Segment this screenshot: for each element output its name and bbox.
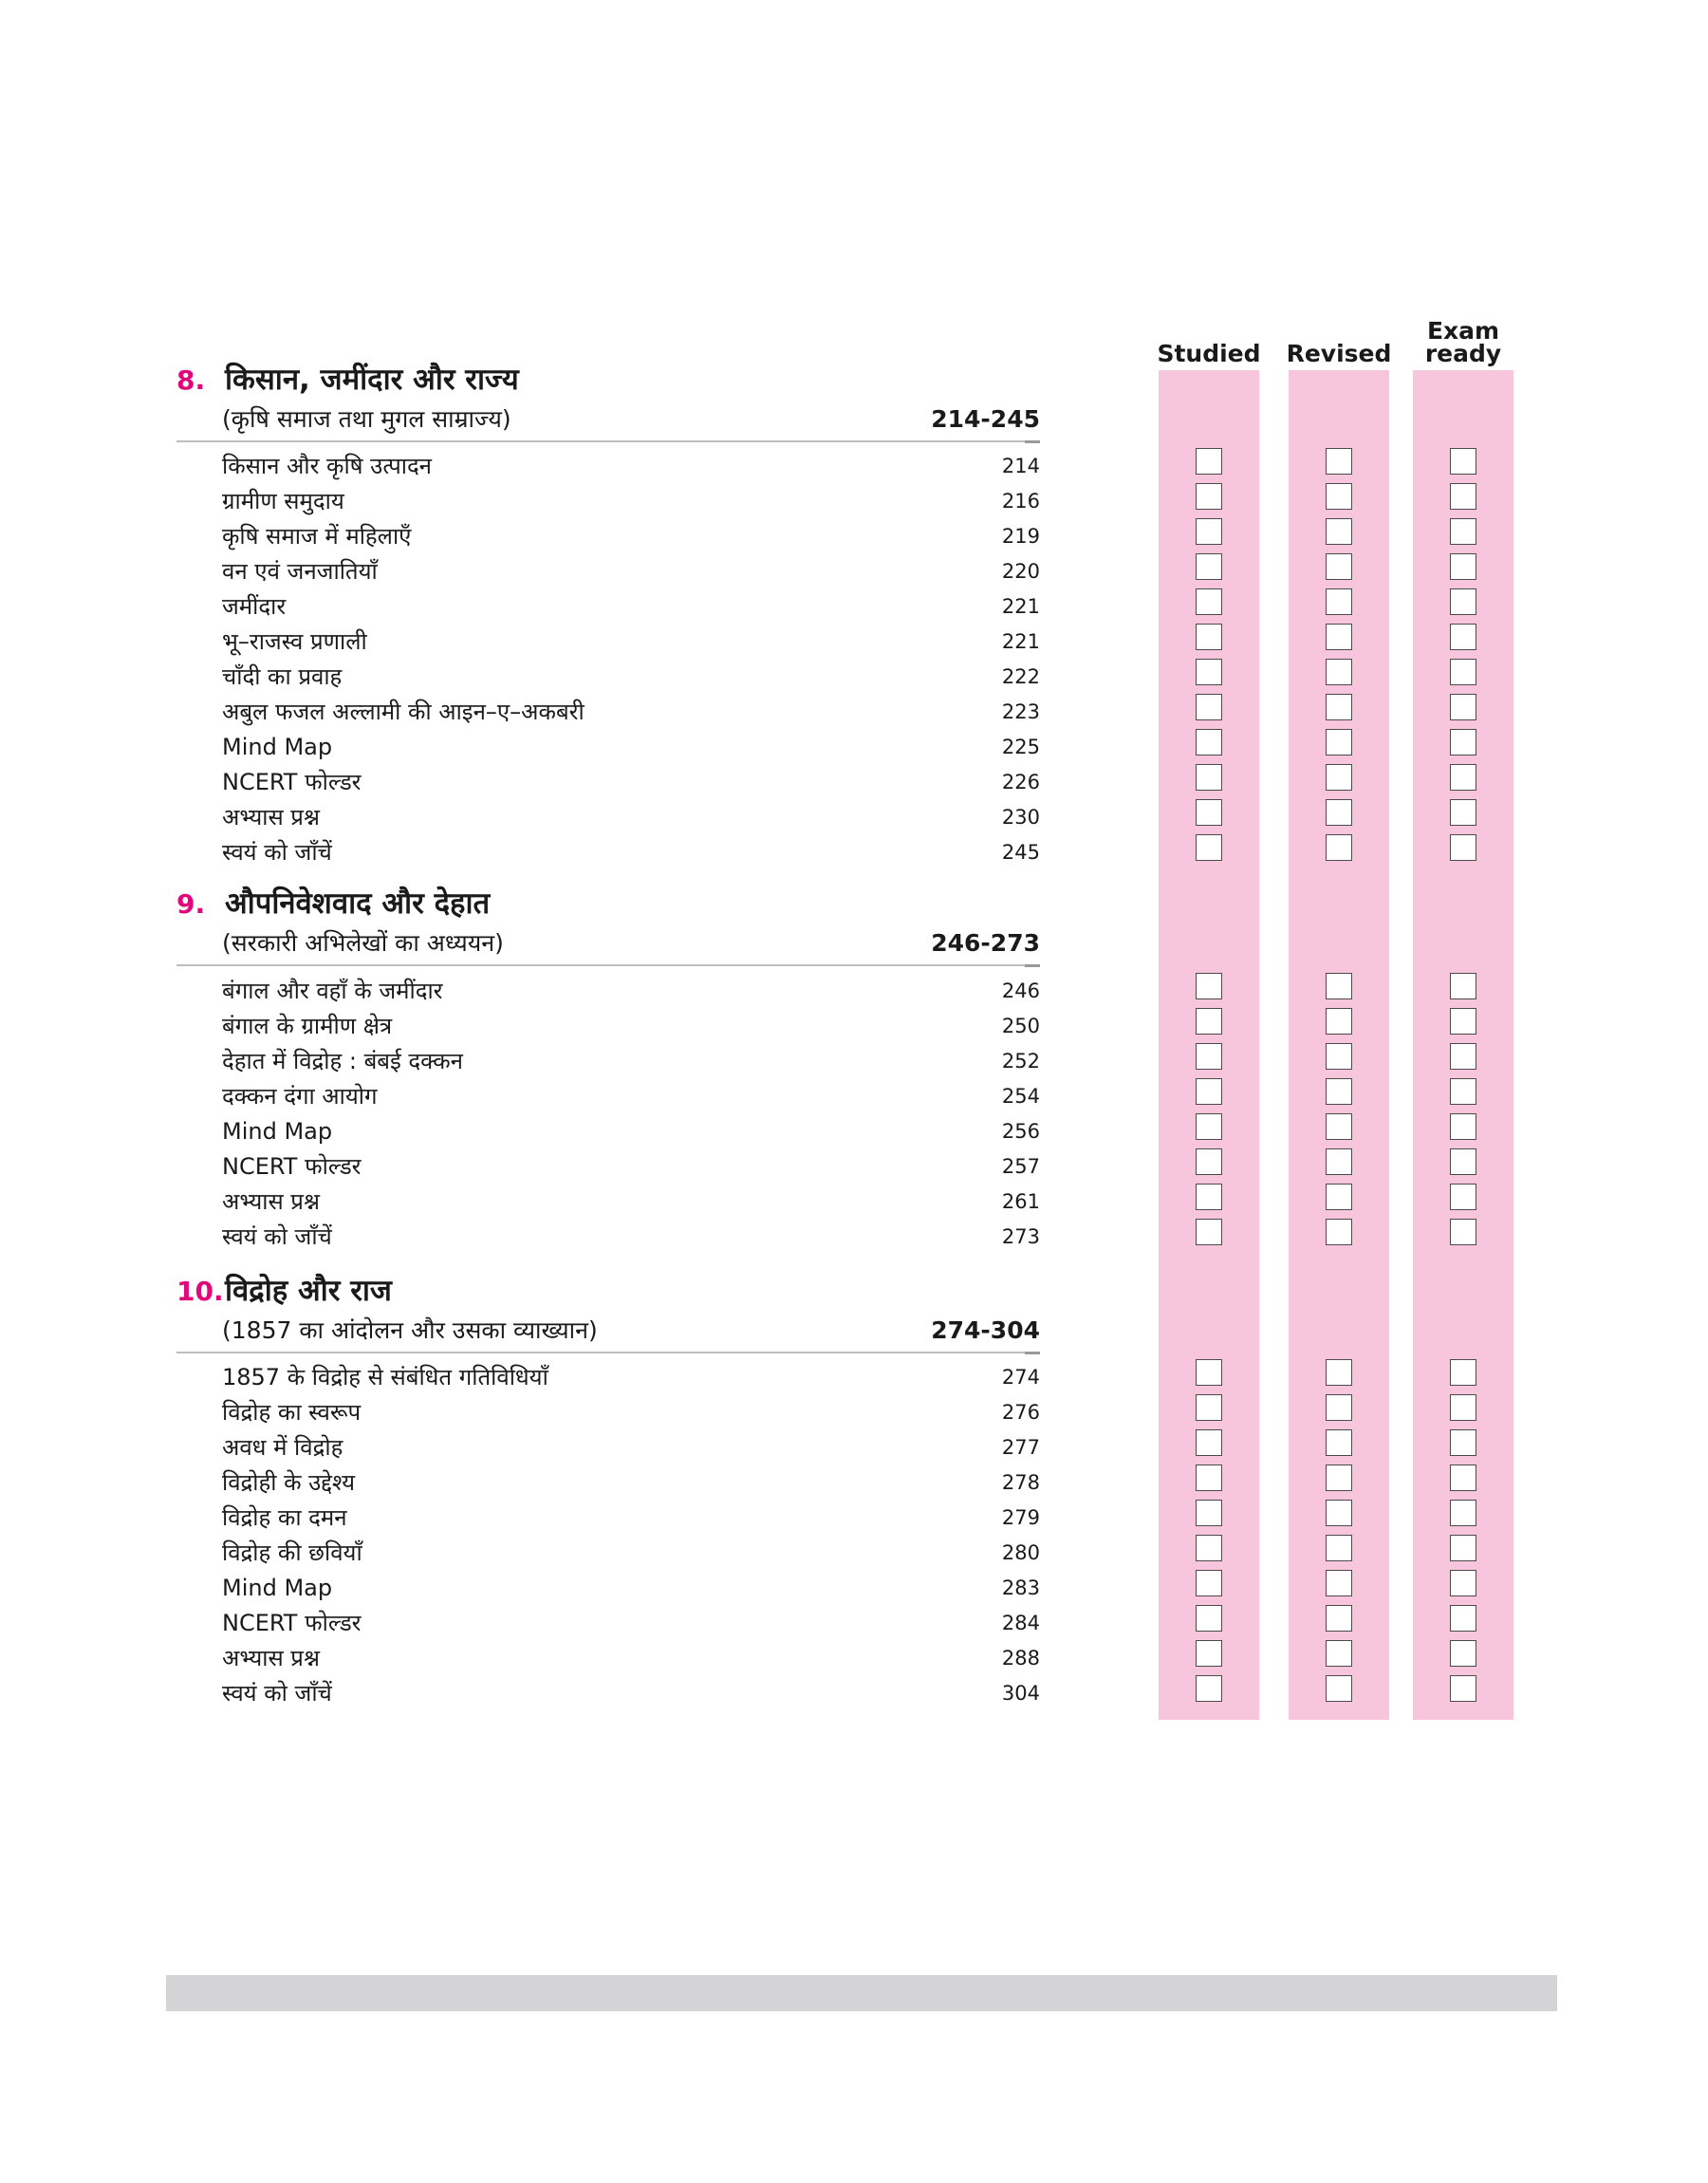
checkbox-studied[interactable] xyxy=(1196,799,1222,826)
checkbox-studied[interactable] xyxy=(1196,1640,1222,1667)
toc-item[interactable] xyxy=(222,1465,1040,1500)
checkbox-revised[interactable] xyxy=(1326,1184,1352,1210)
toc-item[interactable] xyxy=(222,799,1040,834)
chapter-heading xyxy=(176,883,1040,924)
toc-item-label: NCERT फोल्डर xyxy=(222,1153,362,1180)
checkbox-exam-ready[interactable] xyxy=(1450,1184,1476,1210)
checkbox-studied[interactable] xyxy=(1196,1535,1222,1561)
toc-item-label: Mind Map xyxy=(222,1117,333,1145)
checkbox-exam-ready[interactable] xyxy=(1450,659,1476,685)
toc-item-label: ग्रामीण समुदाय xyxy=(222,488,344,514)
checkbox-exam-ready[interactable] xyxy=(1450,1605,1476,1632)
toc-item-label: कृषि समाज में महिलाएँ xyxy=(222,523,412,550)
checkbox-exam-ready[interactable] xyxy=(1450,973,1476,999)
toc-item[interactable] xyxy=(222,1184,1040,1219)
toc-item[interactable] xyxy=(222,1605,1040,1640)
chapter-title: विद्रोह और राज xyxy=(225,1274,392,1308)
chapter-divider xyxy=(176,964,1040,966)
checkbox-studied[interactable] xyxy=(1196,448,1222,475)
checkbox-revised[interactable] xyxy=(1326,518,1352,545)
chapter-page-range: 214-245 xyxy=(931,404,1040,433)
toc-item[interactable] xyxy=(222,1113,1040,1148)
checkbox-exam-ready[interactable] xyxy=(1450,1359,1476,1386)
toc-item-page: 284 xyxy=(1001,1611,1040,1634)
chapter-subtitle-row xyxy=(222,924,1040,961)
column-header-revised: Revised xyxy=(1286,340,1392,367)
toc-item-page: 250 xyxy=(1001,1014,1040,1037)
toc-item-label: Mind Map xyxy=(222,733,333,760)
checkbox-exam-ready[interactable] xyxy=(1450,588,1476,615)
checkbox-exam-ready[interactable] xyxy=(1450,448,1476,475)
checkbox-studied[interactable] xyxy=(1196,1675,1222,1702)
checkbox-revised[interactable] xyxy=(1326,1570,1352,1596)
checkbox-studied[interactable] xyxy=(1196,1219,1222,1245)
checkbox-exam-ready[interactable] xyxy=(1450,1675,1476,1702)
toc-item-page: 279 xyxy=(1001,1505,1040,1529)
checkbox-studied[interactable] xyxy=(1196,518,1222,545)
toc-item-page: 252 xyxy=(1001,1049,1040,1073)
toc-item-label: NCERT फोल्डर xyxy=(222,769,362,795)
toc-item-label: 1857 के विद्रोह से संबंधित गतिविधियाँ xyxy=(222,1364,548,1390)
toc-item-label: जमींदार xyxy=(222,593,287,620)
checkbox-exam-ready[interactable] xyxy=(1450,799,1476,826)
toc-item-label: वन एवं जनजातियाँ xyxy=(222,558,378,585)
checkbox-studied[interactable] xyxy=(1196,1113,1222,1140)
toc-item-page: 246 xyxy=(1001,979,1040,1002)
toc-item-page: 221 xyxy=(1001,629,1040,653)
checkbox-studied[interactable] xyxy=(1196,483,1222,510)
column-header-exam-ready: Exam ready xyxy=(1424,317,1502,367)
toc-item[interactable] xyxy=(222,694,1040,729)
checkbox-revised[interactable] xyxy=(1326,834,1352,861)
checkbox-revised[interactable] xyxy=(1326,694,1352,720)
toc-item-page: 214 xyxy=(1001,454,1040,477)
toc-item[interactable] xyxy=(222,973,1040,1008)
toc-item[interactable] xyxy=(222,1429,1040,1465)
checkbox-revised[interactable] xyxy=(1326,1078,1352,1105)
toc-item-page: 216 xyxy=(1001,489,1040,513)
chapter-section xyxy=(176,359,1040,442)
toc-item[interactable] xyxy=(222,518,1040,553)
checkbox-exam-ready[interactable] xyxy=(1450,1570,1476,1596)
toc-item-page: 219 xyxy=(1001,524,1040,548)
toc-item-label: अभ्यास प्रश्न xyxy=(222,1188,320,1215)
toc-item-page: 304 xyxy=(1001,1681,1040,1705)
checkbox-exam-ready[interactable] xyxy=(1450,834,1476,861)
toc-item[interactable] xyxy=(222,1394,1040,1429)
divider-tick xyxy=(1025,1352,1040,1354)
toc-item[interactable] xyxy=(222,1043,1040,1078)
chapter-subtitle: (कृषि समाज तथा मुगल साम्राज्य) xyxy=(222,405,511,433)
checkbox-revised[interactable] xyxy=(1326,1535,1352,1561)
toc-item-page: 256 xyxy=(1001,1119,1040,1143)
chapter-subtitle: (सरकारी अभिलेखों का अध्ययन) xyxy=(222,929,504,957)
checkbox-revised[interactable] xyxy=(1326,553,1352,580)
checkbox-studied[interactable] xyxy=(1196,1570,1222,1596)
checkbox-revised[interactable] xyxy=(1326,1113,1352,1140)
checkbox-exam-ready[interactable] xyxy=(1450,624,1476,650)
checkbox-exam-ready[interactable] xyxy=(1450,1078,1476,1105)
checkbox-exam-ready[interactable] xyxy=(1450,1148,1476,1175)
toc-item[interactable] xyxy=(222,1570,1040,1605)
toc-item[interactable] xyxy=(222,729,1040,764)
toc-item[interactable] xyxy=(222,1535,1040,1570)
toc-item-label: भू–राजस्व प्रणाली xyxy=(222,628,367,655)
checkbox-studied[interactable] xyxy=(1196,624,1222,650)
toc-item-label: Mind Map xyxy=(222,1574,333,1601)
checkbox-exam-ready[interactable] xyxy=(1450,1008,1476,1035)
checkbox-studied[interactable] xyxy=(1196,834,1222,861)
toc-item[interactable] xyxy=(222,553,1040,588)
chapter-subtitle-row xyxy=(222,1312,1040,1348)
toc-item-page: 257 xyxy=(1001,1154,1040,1178)
toc-item-label: स्वयं को जाँचें xyxy=(222,1223,332,1250)
checkbox-revised[interactable] xyxy=(1326,659,1352,685)
toc-item-page: 223 xyxy=(1001,700,1040,723)
toc-item[interactable] xyxy=(222,624,1040,659)
chapter-number: 8. xyxy=(176,364,206,396)
checkbox-studied[interactable] xyxy=(1196,1359,1222,1386)
toc-item-label: विद्रोही के उद्देश्य xyxy=(222,1469,356,1496)
checkbox-studied[interactable] xyxy=(1196,1078,1222,1105)
checkbox-revised[interactable] xyxy=(1326,1429,1352,1456)
checkbox-revised[interactable] xyxy=(1326,448,1352,475)
checkbox-revised[interactable] xyxy=(1326,1148,1352,1175)
checkbox-exam-ready[interactable] xyxy=(1450,1500,1476,1526)
checkbox-exam-ready[interactable] xyxy=(1450,1394,1476,1421)
checkbox-revised[interactable] xyxy=(1326,1675,1352,1702)
toc-item-label: NCERT फोल्डर xyxy=(222,1610,362,1636)
toc-item-page: 245 xyxy=(1001,840,1040,864)
toc-item-page: 222 xyxy=(1001,664,1040,688)
toc-item[interactable] xyxy=(222,1078,1040,1113)
checkbox-exam-ready[interactable] xyxy=(1450,1043,1476,1070)
column-header-studied: Studied xyxy=(1157,340,1261,367)
toc-item[interactable] xyxy=(222,448,1040,483)
toc-item-page: 280 xyxy=(1001,1540,1040,1564)
checkbox-studied[interactable] xyxy=(1196,1148,1222,1175)
checkbox-revised[interactable] xyxy=(1326,588,1352,615)
toc-item-page: 283 xyxy=(1001,1576,1040,1599)
checkbox-studied[interactable] xyxy=(1196,553,1222,580)
toc-item-label: अभ्यास प्रश्न xyxy=(222,804,320,830)
toc-item-label: बंगाल के ग्रामीण क्षेत्र xyxy=(222,1013,393,1039)
divider-tick xyxy=(1025,964,1040,967)
checkbox-revised[interactable] xyxy=(1326,973,1352,999)
toc-item-label: विद्रोह का स्वरूप xyxy=(222,1399,362,1426)
toc-item-page: 230 xyxy=(1001,805,1040,829)
checkbox-exam-ready[interactable] xyxy=(1450,1113,1476,1140)
toc-item[interactable] xyxy=(222,834,1040,869)
toc-item[interactable] xyxy=(222,483,1040,518)
checkbox-revised[interactable] xyxy=(1326,1465,1352,1491)
toc-item[interactable] xyxy=(222,1359,1040,1394)
toc-item-page: 225 xyxy=(1001,735,1040,758)
toc-item-label: अबुल फजल अल्लामी की आइन–ए–अकबरी xyxy=(222,699,585,725)
checkbox-revised[interactable] xyxy=(1326,1640,1352,1667)
checkbox-studied[interactable] xyxy=(1196,1465,1222,1491)
toc-item-page: 221 xyxy=(1001,594,1040,618)
chapter-divider xyxy=(176,1352,1040,1353)
toc-item-label: दक्कन दंगा आयोग xyxy=(222,1083,378,1110)
toc-item[interactable] xyxy=(222,659,1040,694)
checkbox-exam-ready[interactable] xyxy=(1450,1465,1476,1491)
toc-item-page: 277 xyxy=(1001,1435,1040,1459)
checkbox-exam-ready[interactable] xyxy=(1450,694,1476,720)
toc-item-label: स्वयं को जाँचें xyxy=(222,839,332,866)
checkbox-studied[interactable] xyxy=(1196,1500,1222,1526)
chapter-number: 9. xyxy=(176,888,206,920)
chapter-section xyxy=(176,1270,1040,1353)
checkbox-studied[interactable] xyxy=(1196,659,1222,685)
toc-item-label: चाँदी का प्रवाह xyxy=(222,663,343,690)
toc-item-label: किसान और कृषि उत्पादन xyxy=(222,453,433,479)
chapter-title: औपनिवेशवाद और देहात xyxy=(225,886,491,921)
toc-item-page: 276 xyxy=(1001,1400,1040,1424)
toc-item[interactable] xyxy=(222,1148,1040,1184)
toc-item[interactable] xyxy=(222,1640,1040,1675)
checkbox-studied[interactable] xyxy=(1196,1429,1222,1456)
checkbox-studied[interactable] xyxy=(1196,1394,1222,1421)
toc-item-page: 226 xyxy=(1001,770,1040,793)
checkbox-revised[interactable] xyxy=(1326,1359,1352,1386)
toc-item[interactable] xyxy=(222,764,1040,799)
toc-item-label: अभ्यास प्रश्न xyxy=(222,1645,320,1671)
checkbox-exam-ready[interactable] xyxy=(1450,553,1476,580)
checkbox-exam-ready[interactable] xyxy=(1450,1535,1476,1561)
toc-item[interactable] xyxy=(222,1219,1040,1254)
chapter-title: किसान, जमींदार और राज्य xyxy=(225,363,519,397)
toc-item-page: 261 xyxy=(1001,1189,1040,1213)
checkbox-studied[interactable] xyxy=(1196,1043,1222,1070)
chapter-page-range: 274-304 xyxy=(931,1315,1040,1344)
chapter-section xyxy=(176,883,1040,966)
checkbox-studied[interactable] xyxy=(1196,694,1222,720)
checkbox-exam-ready[interactable] xyxy=(1450,1429,1476,1456)
checkbox-exam-ready[interactable] xyxy=(1450,729,1476,756)
checkbox-revised[interactable] xyxy=(1326,624,1352,650)
checkbox-studied[interactable] xyxy=(1196,588,1222,615)
checkbox-revised[interactable] xyxy=(1326,1500,1352,1526)
toc-item-page: 288 xyxy=(1001,1646,1040,1670)
checkbox-studied[interactable] xyxy=(1196,1605,1222,1632)
chapter-page-range: 246-273 xyxy=(931,928,1040,957)
toc-item-page: 220 xyxy=(1001,559,1040,583)
chapter-subtitle: (1857 का आंदोलन और उसका व्याख्यान) xyxy=(222,1316,598,1344)
checkbox-revised[interactable] xyxy=(1326,1605,1352,1632)
toc-item[interactable] xyxy=(222,588,1040,624)
checkbox-exam-ready[interactable] xyxy=(1450,1640,1476,1667)
toc-item-label: विद्रोह का दमन xyxy=(222,1504,347,1531)
checkbox-exam-ready[interactable] xyxy=(1450,518,1476,545)
toc-item-page: 274 xyxy=(1001,1365,1040,1389)
toc-item-label: बंगाल और वहाँ के जमींदार xyxy=(222,978,443,1004)
toc-item-label: स्वयं को जाँचें xyxy=(222,1680,332,1707)
toc-item[interactable] xyxy=(222,1500,1040,1535)
checkbox-revised[interactable] xyxy=(1326,1008,1352,1035)
toc-item[interactable] xyxy=(222,1008,1040,1043)
toc-item-label: अवध में विद्रोह xyxy=(222,1434,343,1461)
checkbox-revised[interactable] xyxy=(1326,483,1352,510)
checkbox-revised[interactable] xyxy=(1326,1219,1352,1245)
checkbox-studied[interactable] xyxy=(1196,1184,1222,1210)
checkbox-exam-ready[interactable] xyxy=(1450,764,1476,791)
checkbox-revised[interactable] xyxy=(1326,764,1352,791)
footer-bar xyxy=(166,1975,1557,2011)
chapter-divider xyxy=(176,440,1040,442)
toc-item-page: 278 xyxy=(1001,1470,1040,1494)
checkbox-exam-ready[interactable] xyxy=(1450,483,1476,510)
checkbox-revised[interactable] xyxy=(1326,1394,1352,1421)
checkbox-studied[interactable] xyxy=(1196,973,1222,999)
checkbox-revised[interactable] xyxy=(1326,799,1352,826)
chapter-number: 10. xyxy=(176,1276,224,1307)
chapter-heading xyxy=(176,1270,1040,1312)
checkbox-studied[interactable] xyxy=(1196,764,1222,791)
toc-item-page: 254 xyxy=(1001,1084,1040,1108)
checkbox-studied[interactable] xyxy=(1196,729,1222,756)
checkbox-revised[interactable] xyxy=(1326,1043,1352,1070)
toc-item[interactable] xyxy=(222,1675,1040,1710)
toc-item-label: विद्रोह की छवियाँ xyxy=(222,1539,362,1566)
toc-item-label: देहात में विद्रोह : बंबई दक्कन xyxy=(222,1048,463,1074)
toc-item-page: 273 xyxy=(1001,1224,1040,1248)
divider-tick xyxy=(1025,440,1040,443)
chapter-heading xyxy=(176,359,1040,401)
checkbox-exam-ready[interactable] xyxy=(1450,1219,1476,1245)
chapter-subtitle-row xyxy=(222,401,1040,437)
checkbox-revised[interactable] xyxy=(1326,729,1352,756)
checkbox-studied[interactable] xyxy=(1196,1008,1222,1035)
